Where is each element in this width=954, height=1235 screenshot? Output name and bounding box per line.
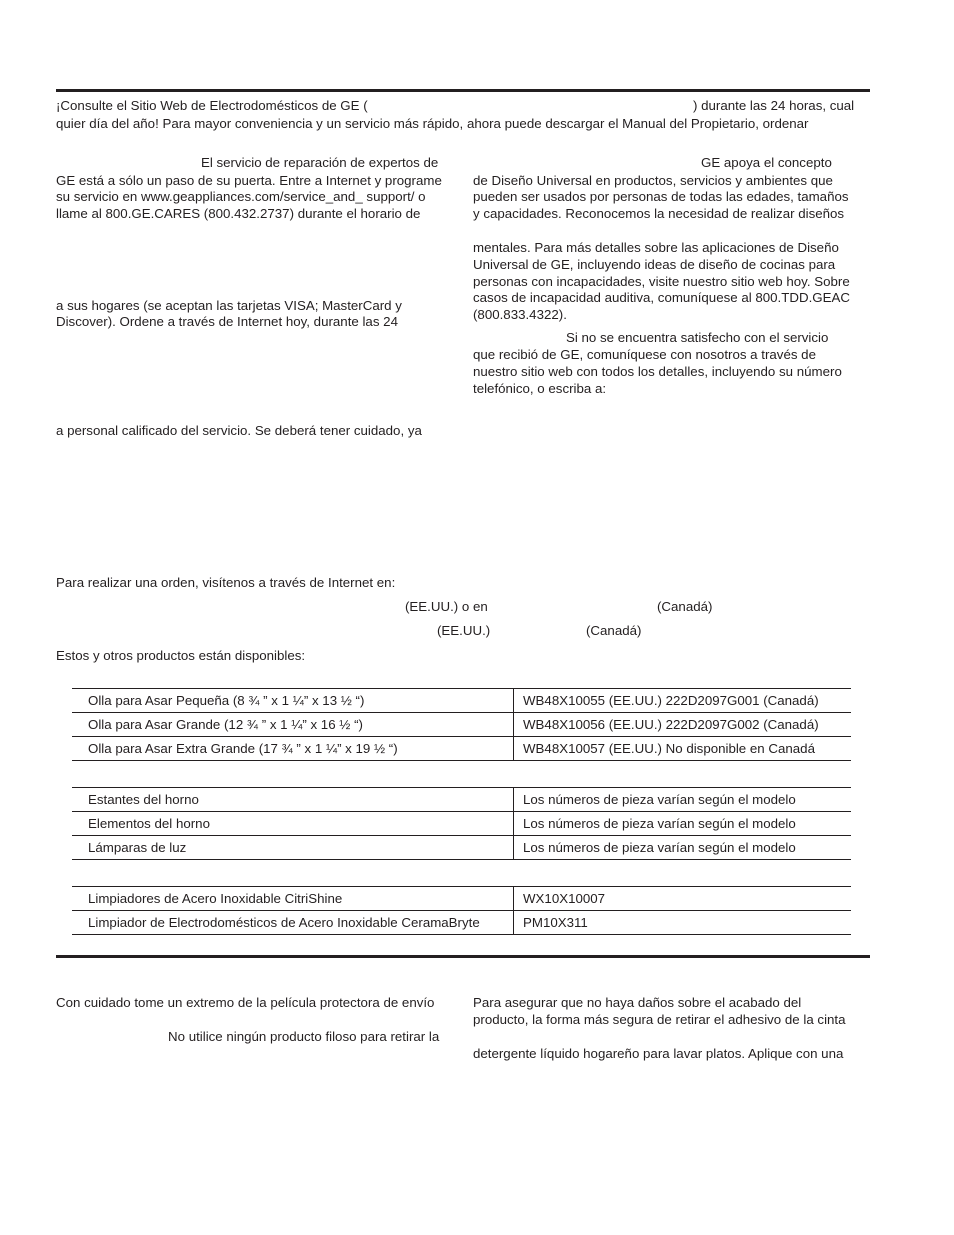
table-row — [72, 836, 851, 860]
universal-design-line-3: pueden ser usados por personas de todas las edades, tamaños — [473, 189, 849, 204]
intro-line-2: quier día del año! Para mayor conveniencia y un servicio más rápido, ahora puede descargar el Manual del Propietario, ordenar — [56, 116, 809, 131]
order-instructions: Para realizar una orden, visítenos a través de Internet en: — [56, 575, 396, 590]
broiler-pans-table — [72, 688, 851, 761]
table-row — [72, 812, 851, 836]
universal-design-line-4: y capacidades. Reconocemos la necesidad de realizar diseños — [473, 206, 845, 221]
part-name: Limpiador de Electrodomésticos de Acero Inoxidable CeramaBryte — [72, 911, 514, 935]
available-products-label: Estos y otros productos están disponibles: — [56, 648, 306, 663]
contact-paragraph-line-1: Si no se encuentra satisfecho con el servicio — [566, 330, 829, 345]
part-name: Elementos del horno — [72, 812, 514, 836]
part-name: Olla para Asar Pequeña (8 ¾ ” x 1 ¼” x 13 ½ “) — [72, 689, 514, 713]
table-row — [72, 689, 851, 713]
web-canada-label: (Canadá) — [657, 599, 713, 614]
universal-design-line-1: GE apoya el concepto — [701, 155, 832, 170]
oven-parts-table — [72, 787, 851, 860]
contact-paragraph-line-2: que recibió de GE, comuníquese con nosotros a través de — [473, 347, 816, 362]
universal-design-line-8: casos de incapacidad auditiva, comuníquese al 800.TDD.GEAC — [473, 290, 850, 305]
part-number: WB48X10055 (EE.UU.) 222D2097G001 (Canadá) — [514, 689, 852, 713]
intro-line-1a: ¡Consulte el Sitio Web de Electrodomésticos de GE ( — [56, 98, 368, 113]
parts-paragraph-line-2: Discover). Ordene a través de Internet hoy, durante las 24 — [56, 314, 398, 329]
table-row — [72, 887, 851, 911]
part-number: Los números de pieza varían según el modelo — [514, 836, 852, 860]
part-name: Lámparas de luz — [72, 836, 514, 860]
service-paragraph-line-3: su servicio en www.geappliances.com/service_and_ support/ o — [56, 189, 426, 204]
parts-paragraph-line-1: a sus hogares (se aceptan las tarjetas VISA; MasterCard y — [56, 298, 402, 313]
repair-paragraph-line-1: a personal calificado del servicio. Se deberá tener cuidado, ya — [56, 423, 422, 438]
part-name: Limpiadores de Acero Inoxidable CitriShine — [72, 887, 514, 911]
service-paragraph-line-4: llame al 800.GE.CARES (800.432.2737) durante el horario de — [56, 206, 421, 221]
film-removal-line-2: No utilice ningún producto filoso para retirar la — [168, 1029, 440, 1044]
intro-line-1b: ) durante las 24 horas, cual — [693, 98, 855, 113]
cleaners-table — [72, 886, 851, 935]
part-name: Olla para Asar Extra Grande (17 ¾ ” x 1 ¼” x 19 ½ “) — [72, 737, 514, 761]
top-rule — [56, 89, 870, 92]
part-name: Estantes del horno — [72, 788, 514, 812]
universal-design-line-2: de Diseño Universal en productos, servicios y ambientes que — [473, 173, 833, 188]
part-number: Los números de pieza varían según el modelo — [514, 788, 852, 812]
film-removal-line-1: Con cuidado tome un extremo de la película protectora de envío — [56, 995, 435, 1010]
phone-us-label: (EE.UU.) — [437, 623, 491, 638]
web-us-label: (EE.UU.) o en — [405, 599, 488, 614]
contact-paragraph-line-4: telefónico, o escriba a: — [473, 381, 607, 396]
part-number: Los números de pieza varían según el modelo — [514, 812, 852, 836]
service-paragraph-line-2: GE está a sólo un paso de su puerta. Entre a Internet y programe — [56, 173, 442, 188]
table-row — [72, 911, 851, 935]
table-row — [72, 788, 851, 812]
part-number: PM10X311 — [514, 911, 852, 935]
part-number: WX10X10007 — [514, 887, 852, 911]
part-number: WB48X10056 (EE.UU.) 222D2097G002 (Canadá) — [514, 713, 852, 737]
table-row — [72, 737, 851, 761]
tape-removal-line-2: producto, la forma más segura de retirar el adhesivo de la cinta — [473, 1012, 846, 1027]
table-row — [72, 713, 851, 737]
tape-removal-line-3: detergente líquido hogareño para lavar platos. Aplique con una — [473, 1046, 844, 1061]
bottom-rule — [56, 955, 870, 958]
service-paragraph-line-1: El servicio de reparación de expertos de — [201, 155, 439, 170]
contact-paragraph-line-3: nuestro sitio web con todos los detalles, incluyendo su número — [473, 364, 842, 379]
universal-design-line-7: personas con incapacidades, visite nuestro sitio web hoy. Sobre — [473, 274, 850, 289]
universal-design-line-5: mentales. Para más detalles sobre las aplicaciones de Diseño — [473, 240, 839, 255]
tape-removal-line-1: Para asegurar que no haya daños sobre el acabado del — [473, 995, 802, 1010]
universal-design-line-9: (800.833.4322). — [473, 307, 567, 322]
phone-canada-label: (Canadá) — [586, 623, 642, 638]
part-name: Olla para Asar Grande (12 ¾ ” x 1 ¼” x 16 ½ “) — [72, 713, 514, 737]
part-number: WB48X10057 (EE.UU.) No disponible en Canadá — [514, 737, 852, 761]
universal-design-line-6: Universal de GE, incluyendo ideas de diseño de cocinas para — [473, 257, 836, 272]
